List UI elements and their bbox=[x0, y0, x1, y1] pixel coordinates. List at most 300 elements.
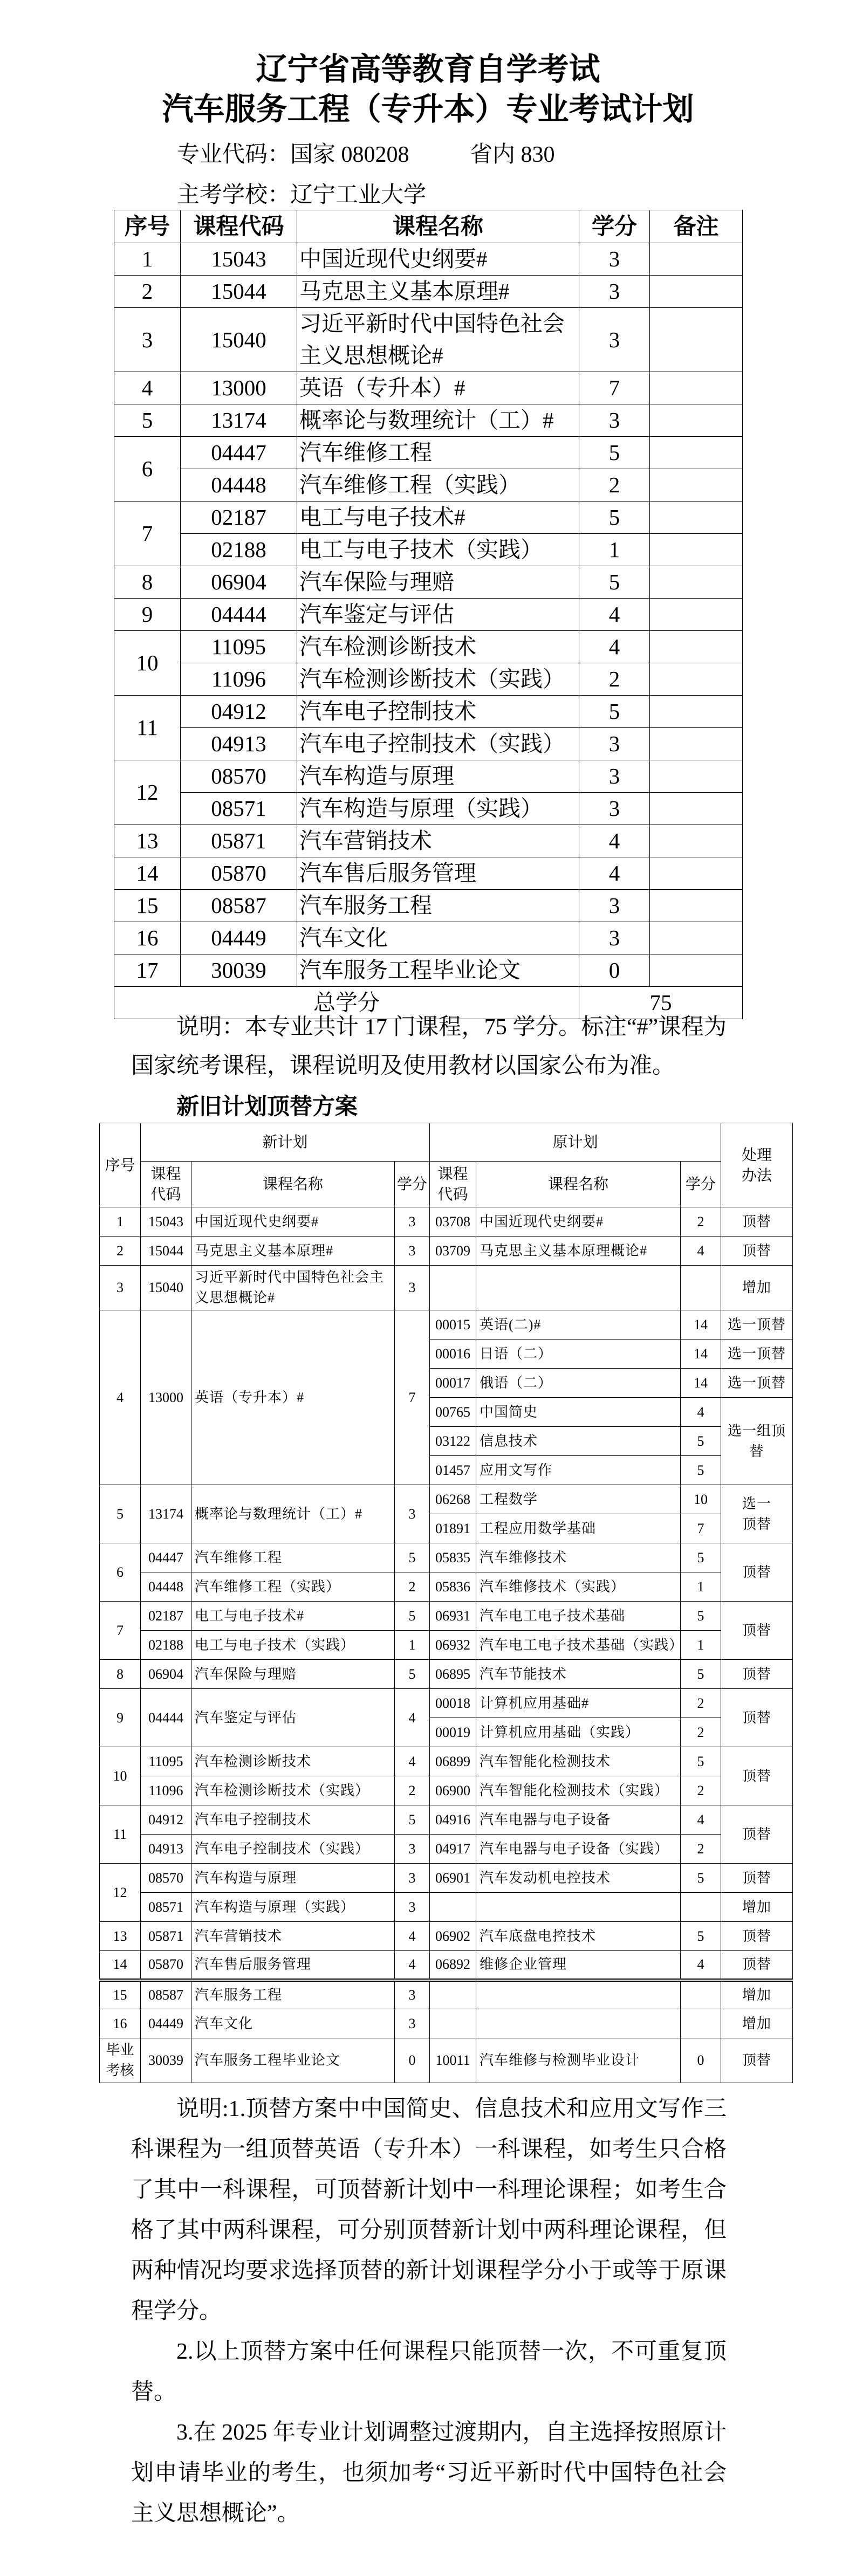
remark-cell bbox=[650, 890, 743, 922]
header-course-code: 课程代码 bbox=[181, 210, 297, 243]
remark-cell bbox=[650, 857, 743, 890]
header-seq: 序号 bbox=[100, 1123, 141, 1207]
credit-cell: 5 bbox=[579, 502, 650, 534]
plan-header-row bbox=[114, 210, 743, 243]
old-course-name-cell: 汽车发动机电控技术 bbox=[476, 1864, 681, 1893]
old-credit-cell: 10 bbox=[681, 1485, 721, 1514]
new-course-code-cell: 04444 bbox=[141, 1689, 191, 1747]
credit-cell: 5 bbox=[579, 566, 650, 599]
action-cell bbox=[721, 1310, 793, 1339]
remark-cell bbox=[650, 276, 743, 308]
seq-cell: 3 bbox=[100, 1266, 141, 1310]
old-credit-cell: 1 bbox=[681, 1572, 721, 1602]
plan-row bbox=[114, 502, 743, 534]
old-course-code-cell: 06268 bbox=[430, 1485, 476, 1514]
action-label: 顶替 bbox=[742, 1622, 772, 1638]
old-course-code-cell: 03709 bbox=[430, 1237, 476, 1266]
action-cell bbox=[721, 2009, 793, 2038]
new-course-name-cell: 汽车构造与原理（实践） bbox=[191, 1893, 395, 1922]
action-label: 增加 bbox=[742, 1899, 772, 1915]
new-course-code-cell: 04447 bbox=[141, 1543, 191, 1572]
course-name-cell: 汽车检测诊断技术（实践） bbox=[297, 663, 579, 696]
action-cell bbox=[721, 1543, 793, 1602]
credit-cell: 0 bbox=[579, 954, 650, 987]
seq-cell: 15 bbox=[114, 890, 181, 922]
seq-cell: 11 bbox=[114, 696, 181, 760]
new-course-name-cell: 汽车售后服务管理 bbox=[191, 1951, 395, 1980]
action-label: 顶替 bbox=[742, 2052, 772, 2068]
new-course-code-cell: 11096 bbox=[141, 1776, 191, 1805]
old-credit-cell: 0 bbox=[681, 2038, 721, 2083]
course-code-cell: 04447 bbox=[181, 437, 297, 469]
new-course-name-cell: 汽车鉴定与评估 bbox=[191, 1689, 395, 1747]
new-credit-cell: 2 bbox=[395, 1776, 430, 1805]
replacement-note-item: 说明:1.顶替方案中中国简史、信息技术和应用文写作三科课程为一组顶替英语（专升本）一科课程，如考生只合格了其中一科课程，可顶替新计划中一科理论课程；如考生合格了其中两科课程，可分别顶替新计划中两科理论课程，但两种情况均要求选择顶替的新计划课程学分小于或等于原课程学分。 bbox=[131, 2097, 727, 2324]
seq-cell: 9 bbox=[114, 599, 181, 631]
new-course-name-cell: 汽车营销技术 bbox=[191, 1922, 395, 1951]
seq-cell: 4 bbox=[114, 372, 181, 404]
replacement-row bbox=[100, 1747, 793, 1776]
new-credit-cell: 3 bbox=[395, 1266, 430, 1310]
credit-cell: 3 bbox=[579, 404, 650, 437]
new-course-code-cell: 30039 bbox=[141, 2038, 191, 2083]
school-label: 主考学校： bbox=[177, 183, 291, 208]
action-cell bbox=[721, 1602, 793, 1660]
new-course-code-cell: 04912 bbox=[141, 1805, 191, 1835]
remark-cell bbox=[650, 566, 743, 599]
new-course-code-cell: 06904 bbox=[141, 1660, 191, 1689]
new-course-code-cell: 08587 bbox=[141, 1980, 191, 2009]
action-label: 增加 bbox=[742, 2015, 772, 2031]
course-code-cell: 04444 bbox=[181, 599, 297, 631]
course-name-cell: 汽车检测诊断技术 bbox=[297, 631, 579, 663]
old-course-code-cell: 06901 bbox=[430, 1864, 476, 1893]
replacement-row bbox=[100, 1864, 793, 1893]
action-label: 选一顶替 bbox=[728, 1375, 786, 1391]
course-code-cell: 04449 bbox=[181, 922, 297, 954]
action-cell bbox=[721, 1339, 793, 1369]
replacement-row bbox=[100, 2009, 793, 2038]
seq-cell: 5 bbox=[114, 404, 181, 437]
plan-row bbox=[114, 469, 743, 502]
credit-cell: 3 bbox=[579, 793, 650, 825]
new-course-name-cell: 汽车检测诊断技术 bbox=[191, 1747, 395, 1776]
course-code-cell: 05871 bbox=[181, 825, 297, 857]
action-cell bbox=[721, 1660, 793, 1689]
old-credit-cell: 4 bbox=[681, 1951, 721, 1980]
new-credit-cell: 3 bbox=[395, 1237, 430, 1266]
exam-plan-table bbox=[114, 210, 743, 1019]
replacement-row bbox=[100, 2038, 793, 2083]
replacement-header-row-2 bbox=[100, 1162, 793, 1207]
action-cell bbox=[721, 1805, 793, 1864]
action-label: 选一顶替 bbox=[742, 1495, 772, 1532]
remark-cell bbox=[650, 502, 743, 534]
replacement-row bbox=[100, 1689, 793, 1718]
course-code-cell: 04912 bbox=[181, 696, 297, 728]
old-course-code-cell bbox=[430, 1266, 476, 1310]
new-course-code-cell: 05870 bbox=[141, 1951, 191, 1980]
header-old-code bbox=[430, 1162, 476, 1207]
course-name-cell: 中国近现代史纲要# bbox=[297, 243, 579, 276]
action-label: 选一组顶替 bbox=[728, 1423, 786, 1459]
old-course-name-cell: 汽车维修技术（实践） bbox=[476, 1572, 681, 1602]
new-course-name-cell: 英语（专升本）# bbox=[191, 1310, 395, 1485]
seq-cell: 10 bbox=[100, 1747, 141, 1805]
replacement-table-body bbox=[100, 1207, 793, 2083]
seq-cell: 6 bbox=[114, 437, 181, 502]
new-course-name-cell: 汽车保险与理赔 bbox=[191, 1660, 395, 1689]
seq-cell: 14 bbox=[100, 1951, 141, 1980]
plan-row bbox=[114, 954, 743, 987]
course-name-cell: 汽车构造与原理（实践） bbox=[297, 793, 579, 825]
course-name-cell: 汽车文化 bbox=[297, 922, 579, 954]
seq-cell: 7 bbox=[114, 502, 181, 566]
seq-cell: 5 bbox=[100, 1485, 141, 1543]
course-name-cell: 汽车鉴定与评估 bbox=[297, 599, 579, 631]
old-course-name-cell: 维修企业管理 bbox=[476, 1951, 681, 1980]
old-course-code-cell: 00019 bbox=[430, 1718, 476, 1747]
remark-cell bbox=[650, 631, 743, 663]
old-credit-cell: 1 bbox=[681, 1631, 721, 1660]
new-course-code-cell: 05871 bbox=[141, 1922, 191, 1951]
remark-cell bbox=[650, 922, 743, 954]
new-course-code-cell: 08571 bbox=[141, 1893, 191, 1922]
seq-cell: 12 bbox=[100, 1864, 141, 1922]
header-new-name: 课程名称 bbox=[191, 1162, 395, 1207]
header-action bbox=[721, 1123, 793, 1207]
old-course-name-cell: 中国近现代史纲要# bbox=[476, 1207, 681, 1237]
new-course-name-cell: 汽车维修工程（实践） bbox=[191, 1572, 395, 1602]
action-label: 顶替 bbox=[742, 1242, 772, 1259]
replacement-note-item: 3.在 2025 年专业计划调整过渡期内，自主选择按照原计划申请毕业的考生，也须加考“习近平新时代中国特色社会主义思想概论”。 bbox=[131, 2420, 727, 2526]
course-name-cell: 电工与电子技术（实践） bbox=[297, 534, 579, 566]
old-course-name-cell: 汽车电工电子技术基础 bbox=[476, 1602, 681, 1631]
plan-row bbox=[114, 566, 743, 599]
old-credit-cell: 14 bbox=[681, 1310, 721, 1339]
header-remark: 备注 bbox=[650, 210, 743, 243]
old-credit-cell: 5 bbox=[681, 1747, 721, 1776]
action-cell bbox=[721, 1747, 793, 1805]
replacement-row bbox=[100, 1266, 793, 1310]
new-credit-cell: 5 bbox=[395, 1805, 430, 1835]
plan-row bbox=[114, 857, 743, 890]
old-course-name-cell: 计算机应用基础# bbox=[476, 1689, 681, 1718]
plan-row bbox=[114, 308, 743, 372]
old-credit-cell bbox=[681, 1893, 721, 1922]
seq-cell: 6 bbox=[100, 1543, 141, 1602]
old-credit-cell: 4 bbox=[681, 1237, 721, 1266]
action-label: 选一顶替 bbox=[728, 1316, 786, 1332]
course-code-cell: 04448 bbox=[181, 469, 297, 502]
remark-cell bbox=[650, 663, 743, 696]
action-label: 顶替 bbox=[742, 1956, 772, 1973]
action-label: 顶替 bbox=[742, 1666, 772, 1682]
new-course-code-cell: 15040 bbox=[141, 1266, 191, 1310]
remark-cell bbox=[650, 793, 743, 825]
seq-cell: 17 bbox=[114, 954, 181, 987]
course-code-cell: 11095 bbox=[181, 631, 297, 663]
course-name-cell: 汽车维修工程（实践） bbox=[297, 469, 579, 502]
new-course-code-cell: 13174 bbox=[141, 1485, 191, 1543]
plan-row bbox=[114, 437, 743, 469]
new-course-code-cell: 13000 bbox=[141, 1310, 191, 1485]
old-course-name-cell bbox=[476, 1893, 681, 1922]
new-course-name-cell: 概率论与数理统计（工）# bbox=[191, 1485, 395, 1543]
old-course-name-cell: 汽车电工电子技术基础（实践） bbox=[476, 1631, 681, 1660]
plan-row bbox=[114, 728, 743, 760]
old-course-name-cell: 信息技术 bbox=[476, 1427, 681, 1456]
old-course-name-cell: 汽车维修技术 bbox=[476, 1543, 681, 1572]
course-code-cell: 04913 bbox=[181, 728, 297, 760]
course-code-cell: 05870 bbox=[181, 857, 297, 890]
course-name-cell: 汽车维修工程 bbox=[297, 437, 579, 469]
old-course-code-cell: 00017 bbox=[430, 1369, 476, 1398]
seq-cell: 16 bbox=[114, 922, 181, 954]
old-course-code-cell: 01457 bbox=[430, 1456, 476, 1485]
plan-row bbox=[114, 243, 743, 276]
action-cell bbox=[721, 1980, 793, 2009]
replacement-row bbox=[100, 1660, 793, 1689]
credit-cell: 4 bbox=[579, 599, 650, 631]
new-credit-cell: 3 bbox=[395, 1864, 430, 1893]
seq-cell: 11 bbox=[100, 1805, 141, 1864]
new-credit-cell: 2 bbox=[395, 1572, 430, 1602]
title-line-1: 辽宁省高等教育自学考试 bbox=[256, 52, 600, 87]
course-name-cell: 汽车售后服务管理 bbox=[297, 857, 579, 890]
new-course-code-cell: 02188 bbox=[141, 1631, 191, 1660]
credit-cell: 3 bbox=[579, 922, 650, 954]
old-course-code-cell: 06892 bbox=[430, 1951, 476, 1980]
plan-row bbox=[114, 922, 743, 954]
course-name-cell: 汽车保险与理赔 bbox=[297, 566, 579, 599]
old-course-name-cell bbox=[476, 2009, 681, 2038]
old-credit-cell bbox=[681, 1980, 721, 2009]
new-credit-cell: 3 bbox=[395, 1485, 430, 1543]
old-credit-cell bbox=[681, 1266, 721, 1310]
credit-cell: 4 bbox=[579, 825, 650, 857]
plan-row bbox=[114, 372, 743, 404]
old-course-code-cell: 06895 bbox=[430, 1660, 476, 1689]
seq-cell: 8 bbox=[114, 566, 181, 599]
old-course-name-cell: 工程应用数学基础 bbox=[476, 1514, 681, 1543]
new-course-code-cell: 04448 bbox=[141, 1572, 191, 1602]
seq-cell: 8 bbox=[100, 1660, 141, 1689]
course-code-cell: 13174 bbox=[181, 404, 297, 437]
replacement-row bbox=[100, 1980, 793, 2009]
action-label: 增加 bbox=[742, 1987, 772, 2003]
credit-cell: 3 bbox=[579, 890, 650, 922]
replacement-row bbox=[100, 1835, 793, 1864]
national-code: 国家 080208 bbox=[290, 142, 409, 167]
replacement-section-title: 新旧计划顶替方案 bbox=[176, 1094, 358, 1119]
document-title bbox=[0, 50, 856, 129]
old-credit-cell: 5 bbox=[681, 1602, 721, 1631]
action-cell bbox=[721, 2038, 793, 2083]
course-name-cell: 汽车电子控制技术 bbox=[297, 696, 579, 728]
new-credit-cell: 4 bbox=[395, 1747, 430, 1776]
old-course-code-cell: 06899 bbox=[430, 1747, 476, 1776]
seq-cell: 1 bbox=[114, 243, 181, 276]
course-code-cell: 08570 bbox=[181, 760, 297, 793]
seq-cell: 1 bbox=[100, 1207, 141, 1237]
replacement-row bbox=[100, 1310, 793, 1339]
replacement-row bbox=[100, 1237, 793, 1266]
header-old-code-label: 课程代码 bbox=[437, 1165, 468, 1203]
plan-row bbox=[114, 663, 743, 696]
seq-cell: 10 bbox=[114, 631, 181, 696]
plan-row bbox=[114, 631, 743, 663]
old-course-name-cell bbox=[476, 1266, 681, 1310]
new-credit-cell: 4 bbox=[395, 1922, 430, 1951]
total-credits-value: 75 bbox=[579, 987, 743, 1019]
old-course-code-cell: 00018 bbox=[430, 1689, 476, 1718]
old-credit-cell: 2 bbox=[681, 1207, 721, 1237]
school-name: 辽宁工业大学 bbox=[290, 183, 427, 208]
seq-cell: 3 bbox=[114, 308, 181, 372]
old-course-code-cell bbox=[430, 1893, 476, 1922]
remark-cell bbox=[650, 308, 743, 372]
header-course-name: 课程名称 bbox=[297, 210, 579, 243]
new-course-code-cell: 04449 bbox=[141, 2009, 191, 2038]
action-label: 顶替 bbox=[742, 1928, 772, 1944]
seq-cell: 2 bbox=[114, 276, 181, 308]
remark-cell bbox=[650, 696, 743, 728]
old-course-code-cell: 01891 bbox=[430, 1514, 476, 1543]
header-new-code bbox=[141, 1162, 191, 1207]
header-new-code-label: 课程代码 bbox=[150, 1165, 181, 1203]
new-course-name-cell: 电工与电子技术# bbox=[191, 1602, 395, 1631]
replacement-row bbox=[100, 1922, 793, 1951]
old-course-name-cell: 汽车智能化检测技术 bbox=[476, 1747, 681, 1776]
old-course-name-cell: 马克思主义基本原理概论# bbox=[476, 1237, 681, 1266]
remark-cell bbox=[650, 760, 743, 793]
credit-cell: 2 bbox=[579, 469, 650, 502]
old-credit-cell: 5 bbox=[681, 1427, 721, 1456]
old-course-code-cell: 03122 bbox=[430, 1427, 476, 1456]
action-cell bbox=[721, 1689, 793, 1747]
new-course-name-cell: 汽车构造与原理 bbox=[191, 1864, 395, 1893]
total-credits-label: 总学分 bbox=[114, 987, 579, 1019]
seq-cell: 14 bbox=[114, 857, 181, 890]
old-course-code-cell: 06931 bbox=[430, 1602, 476, 1631]
action-cell bbox=[721, 1266, 793, 1310]
new-credit-cell: 7 bbox=[395, 1310, 430, 1485]
school-line bbox=[177, 182, 426, 209]
course-name-cell: 汽车服务工程 bbox=[297, 890, 579, 922]
new-course-name-cell: 汽车服务工程 bbox=[191, 1980, 395, 2009]
action-cell bbox=[721, 1893, 793, 1922]
old-course-name-cell: 汽车底盘电控技术 bbox=[476, 1922, 681, 1951]
old-credit-cell: 2 bbox=[681, 1776, 721, 1805]
new-credit-cell: 4 bbox=[395, 1951, 430, 1980]
credit-cell: 4 bbox=[579, 857, 650, 890]
header-new-plan: 新计划 bbox=[141, 1123, 430, 1162]
replacement-row bbox=[100, 1485, 793, 1514]
course-name-cell: 汽车营销技术 bbox=[297, 825, 579, 857]
new-credit-cell: 3 bbox=[395, 1893, 430, 1922]
new-course-code-cell: 11095 bbox=[141, 1747, 191, 1776]
credit-cell: 7 bbox=[579, 372, 650, 404]
old-course-name-cell: 计算机应用基础（实践） bbox=[476, 1718, 681, 1747]
new-course-code-cell: 15043 bbox=[141, 1207, 191, 1237]
old-credit-cell: 5 bbox=[681, 1543, 721, 1572]
replacement-row bbox=[100, 1805, 793, 1835]
new-credit-cell: 5 bbox=[395, 1660, 430, 1689]
replacement-row bbox=[100, 1776, 793, 1805]
header-old-credit: 学分 bbox=[681, 1162, 721, 1207]
action-label: 顶替 bbox=[742, 1564, 772, 1580]
old-course-name-cell: 英语(二)# bbox=[476, 1310, 681, 1339]
credit-cell: 1 bbox=[579, 534, 650, 566]
new-credit-cell: 1 bbox=[395, 1631, 430, 1660]
old-course-name-cell: 汽车电器与电子设备 bbox=[476, 1805, 681, 1835]
credit-cell: 2 bbox=[579, 663, 650, 696]
remark-cell bbox=[650, 825, 743, 857]
course-code-cell: 15043 bbox=[181, 243, 297, 276]
old-course-name-cell: 汽车电器与电子设备（实践） bbox=[476, 1835, 681, 1864]
credit-cell: 3 bbox=[579, 308, 650, 372]
action-label: 顶替 bbox=[742, 1768, 772, 1784]
old-course-name-cell: 工程数学 bbox=[476, 1485, 681, 1514]
old-credit-cell: 2 bbox=[681, 1835, 721, 1864]
plan-row bbox=[114, 793, 743, 825]
plan-table-body bbox=[114, 243, 743, 987]
old-credit-cell: 2 bbox=[681, 1689, 721, 1718]
action-cell bbox=[721, 1951, 793, 1980]
header-action-label: 处理办法 bbox=[742, 1146, 772, 1184]
old-course-code-cell: 03708 bbox=[430, 1207, 476, 1237]
old-course-code-cell: 06932 bbox=[430, 1631, 476, 1660]
old-course-code-cell: 06902 bbox=[430, 1922, 476, 1951]
course-code-cell: 08571 bbox=[181, 793, 297, 825]
action-label: 顶替 bbox=[742, 1826, 772, 1842]
course-code-cell: 15044 bbox=[181, 276, 297, 308]
plan-row bbox=[114, 760, 743, 793]
header-seq: 序号 bbox=[114, 210, 181, 243]
plan-row bbox=[114, 276, 743, 308]
replacement-note-item: 2.以上顶替方案中任何课程只能顶替一次，不可重复顶替。 bbox=[131, 2339, 727, 2405]
new-course-name-cell: 电工与电子技术（实践） bbox=[191, 1631, 395, 1660]
replacement-row bbox=[100, 1602, 793, 1631]
course-name-cell: 马克思主义基本原理# bbox=[297, 276, 579, 308]
course-code-cell: 15040 bbox=[181, 308, 297, 372]
credit-cell: 3 bbox=[579, 760, 650, 793]
new-credit-cell: 4 bbox=[395, 1689, 430, 1747]
replacement-row bbox=[100, 1893, 793, 1922]
plan-row bbox=[114, 825, 743, 857]
credit-cell: 5 bbox=[579, 437, 650, 469]
seq-cell: 7 bbox=[100, 1602, 141, 1660]
new-credit-cell: 3 bbox=[395, 1207, 430, 1237]
old-credit-cell: 4 bbox=[681, 1398, 721, 1427]
new-credit-cell: 0 bbox=[395, 2038, 430, 2083]
old-credit-cell bbox=[681, 2009, 721, 2038]
old-credit-cell: 5 bbox=[681, 1922, 721, 1951]
remark-cell bbox=[650, 534, 743, 566]
remark-cell bbox=[650, 728, 743, 760]
action-cell bbox=[721, 1485, 793, 1543]
provincial-code: 省内 830 bbox=[470, 142, 555, 167]
new-course-name-cell: 汽车检测诊断技术（实践） bbox=[191, 1776, 395, 1805]
action-cell bbox=[721, 1207, 793, 1237]
plan-note: 说明：本专业共计 17 门课程，75 学分。标注“#”课程为国家统考课程，课程说明及使用教材以国家公布为准。 bbox=[131, 1015, 727, 1079]
action-cell bbox=[721, 1398, 793, 1485]
header-old-plan: 原计划 bbox=[430, 1123, 721, 1162]
seq-cell: 16 bbox=[100, 2009, 141, 2038]
course-code-cell: 02187 bbox=[181, 502, 297, 534]
course-name-cell: 概率论与数理统计（工）# bbox=[297, 404, 579, 437]
